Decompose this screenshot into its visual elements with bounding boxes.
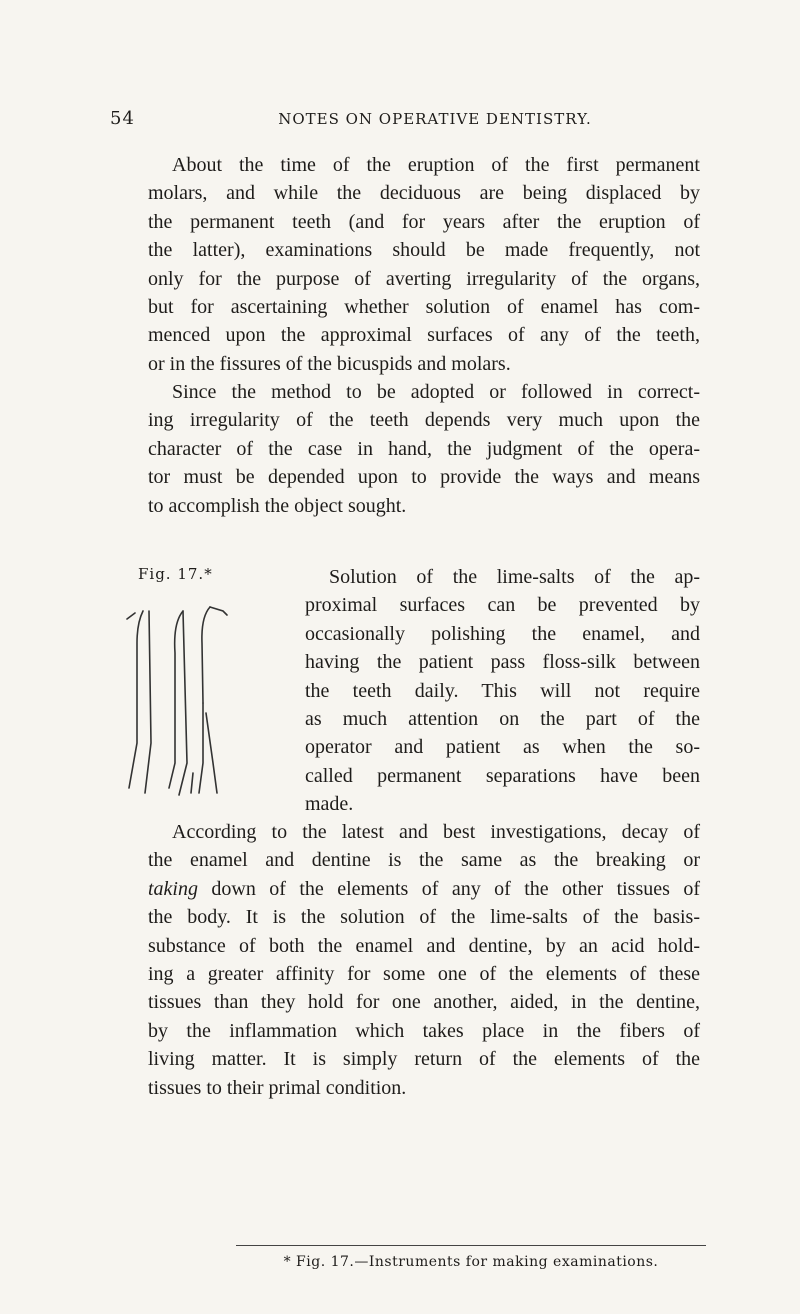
instrument-handle-right (202, 607, 210, 703)
text-line: substance of both the enamel and dentine, by an acid hold- (148, 934, 700, 957)
text-line: tissues to their primal condition. (148, 1076, 407, 1099)
text-line: molars, and while the deciduous are being displaced by (148, 182, 700, 205)
text-line: the body. It is the solution of the lime-salts of the basis- (148, 906, 700, 929)
text-line: called permanent separations have been (305, 764, 700, 787)
text-line: the permanent teeth (and for years after the eruption of (148, 210, 700, 233)
instrument-tip-left (127, 613, 135, 619)
footnote-divider (236, 1245, 706, 1246)
text-line: having the patient pass floss-silk between (305, 651, 700, 674)
figure-caption: Fig. 17.* (138, 565, 213, 583)
text-line: or in the fissures of the bicuspids and molars. (148, 352, 511, 375)
text-line: menced upon the approximal surfaces of any of the teeth, (148, 324, 700, 347)
text-line: made. (305, 793, 354, 816)
paragraph-method (148, 378, 700, 520)
text-line: the enamel and dentine is the same as the breaking or (148, 849, 700, 872)
text-line: operator and patient as when the so- (305, 736, 700, 759)
text-line: as much attention on the part of the (305, 707, 700, 730)
text-line: only for the purpose of averting irregularity of the organs, (148, 267, 700, 290)
running-head: NOTES ON OPERATIVE DENTISTRY. (278, 110, 592, 128)
text-line: ing irregularity of the teeth depends very much upon the (148, 409, 700, 432)
footnote: * Fig. 17.—Instruments for making examinations. (283, 1254, 659, 1270)
text-line: but for ascertaining whether solution of enamel has com- (148, 295, 700, 318)
text-line: the teeth daily. This will not require (305, 679, 700, 702)
italic-word: taking (148, 877, 198, 900)
paragraph-eruption (148, 151, 700, 378)
text-line: ing a greater affinity for some one of the elements of these (148, 962, 700, 985)
text-line: living matter. It is simply return of the elements of the (148, 1048, 700, 1071)
text-span: down of the elements of any of the other tissues of (198, 877, 700, 900)
text-line: occasionally polishing the enamel, and (305, 622, 700, 645)
text-line: According to the latest and best investigations, decay of (172, 821, 700, 843)
text-line: to accomplish the object sought. (148, 494, 407, 517)
text-line: proximal surfaces can be prevented by (305, 594, 700, 617)
page-number: 54 (110, 108, 135, 129)
paragraph-prevention (305, 563, 700, 819)
text-line: tissues than they hold for one another, aided, in the dentine, (148, 991, 700, 1014)
text-line: the latter), examinations should be made frequently, not (148, 239, 700, 262)
text-line: character of the case in hand, the judgment of the opera- (148, 437, 700, 460)
page-header (110, 108, 710, 130)
instrument-handle-middle (169, 611, 183, 788)
paragraph-decay (148, 818, 700, 1102)
text-line: by the inflammation which takes place in the fibers of (148, 1019, 700, 1042)
text-line: tor must be depended upon to provide the ways and means (148, 466, 700, 489)
text-line: About the time of the eruption of the first permanent (172, 154, 700, 176)
text-line-with-italic (148, 875, 700, 903)
figure-17 (115, 565, 275, 805)
text-line: Since the method to be adopted or followed in correct- (172, 381, 700, 403)
dental-instruments-illustration (115, 583, 275, 803)
text-line: Solution of the lime-salts of the ap- (329, 566, 700, 588)
instrument-handle-left (129, 611, 143, 788)
